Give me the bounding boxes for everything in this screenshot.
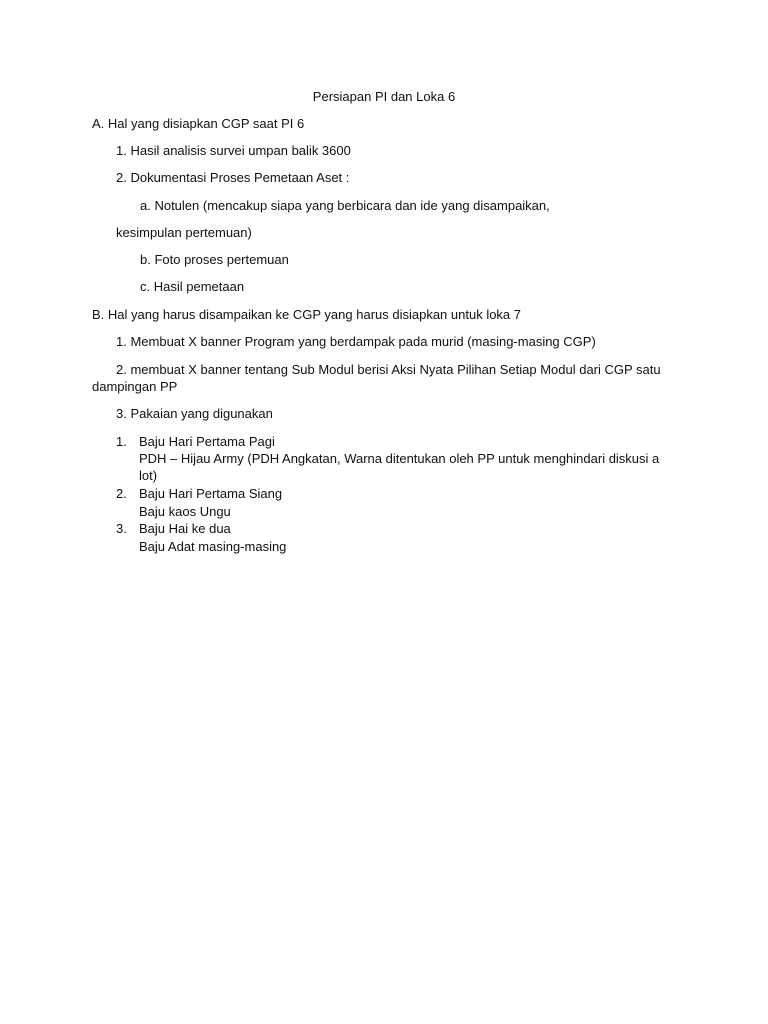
section-b-item-2-line-2: dampingan PP	[92, 379, 178, 394]
clothing-2-detail-line-1: Baju kaos Ungu	[139, 504, 231, 519]
section-a-item-1: 1. Hasil analisis survei umpan balik 3600	[116, 143, 351, 158]
section-b-item-3: 3. Pakaian yang digunakan	[116, 406, 273, 421]
clothing-2-number: 2.	[116, 486, 127, 501]
section-a-sub-c: c. Hasil pemetaan	[140, 279, 245, 294]
clothing-1-detail-line-2: lot)	[139, 468, 158, 483]
clothing-2-title: Baju Hari Pertama Siang	[139, 486, 283, 501]
section-a-sub-b: b. Foto proses pertemuan	[140, 252, 289, 267]
clothing-1-number: 1.	[116, 434, 127, 449]
section-a-sub-a-line-1: a. Notulen (mencakup siapa yang berbicara dan ide yang disampaikan,	[140, 198, 550, 213]
clothing-1-title: Baju Hari Pertama Pagi	[139, 434, 275, 449]
clothing-1-detail-line-1: PDH – Hijau Army (PDH Angkatan, Warna ditentukan oleh PP untuk menghindari diskusi a	[139, 451, 660, 466]
clothing-3-number: 3.	[116, 521, 127, 536]
clothing-3-title: Baju Hai ke dua	[139, 521, 231, 536]
document-title: Persiapan PI dan Loka 6	[312, 89, 456, 104]
clothing-3-detail-line-1: Baju Adat masing-masing	[139, 539, 287, 554]
section-a-item-2: 2. Dokumentasi Proses Pemetaan Aset :	[116, 170, 350, 185]
section-b-heading: B. Hal yang harus disampaikan ke CGP yang harus disiapkan untuk loka 7	[92, 307, 522, 322]
section-b-item-2-line-1: 2. membuat X banner tentang Sub Modul berisi Aksi Nyata Pilihan Setiap Modul dari CGP satu	[116, 362, 661, 377]
section-a-heading: A. Hal yang disiapkan CGP saat PI 6	[92, 116, 305, 131]
section-b-item-1: 1. Membuat X banner Program yang berdampak pada murid (masing-masing CGP)	[116, 334, 596, 349]
section-a-sub-a-line-2: kesimpulan pertemuan)	[116, 225, 252, 240]
